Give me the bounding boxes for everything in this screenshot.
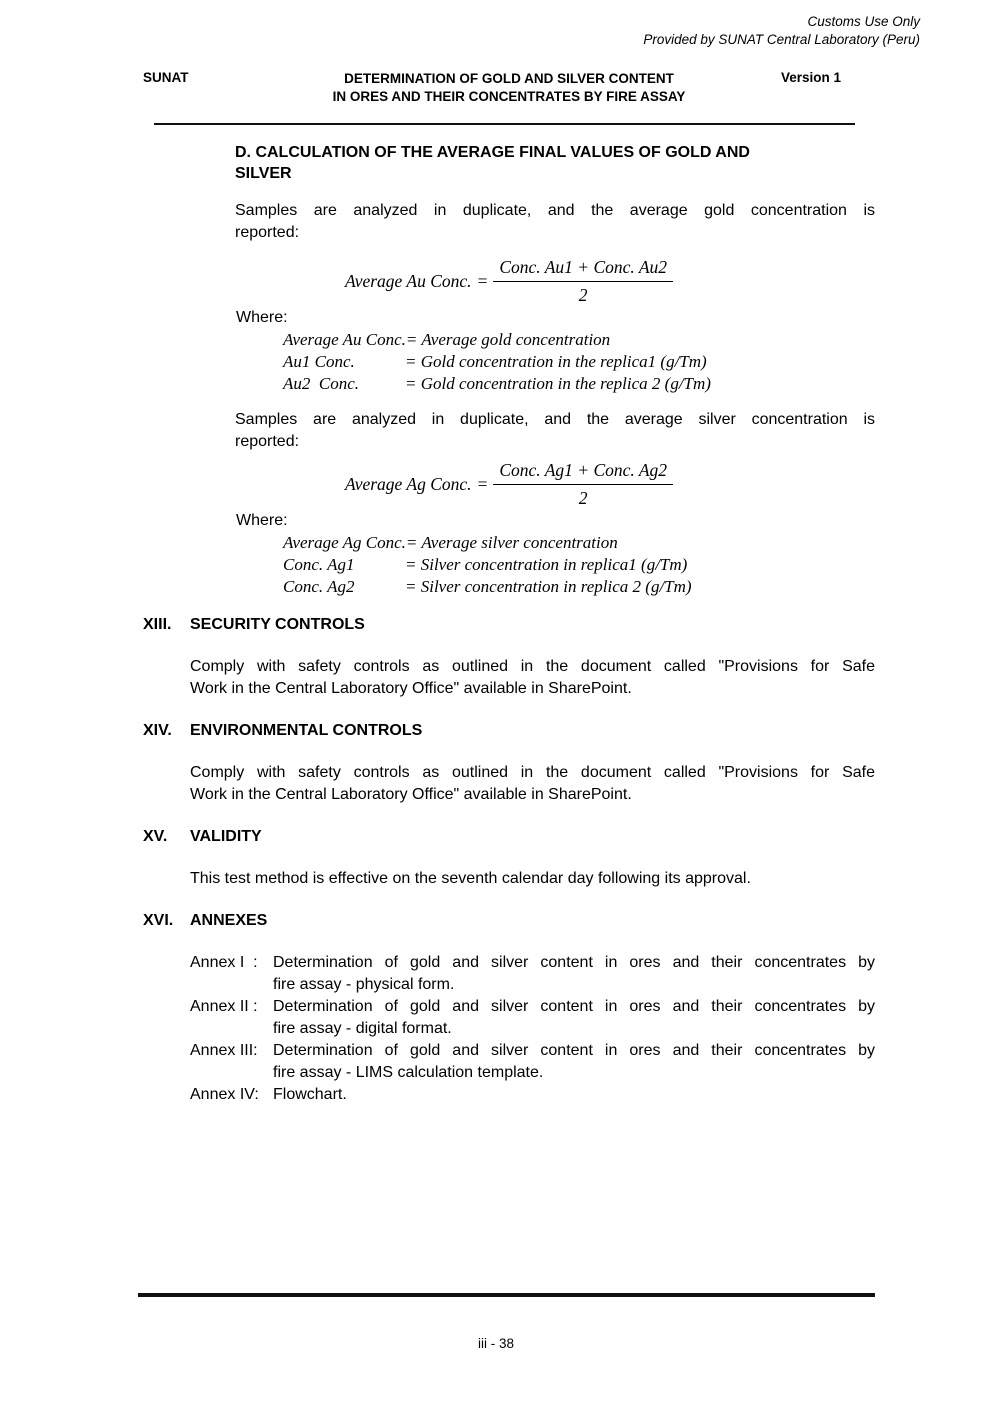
gold-definitions: [283, 329, 875, 395]
definition-text: = Silver concentration in replica 2 (g/Tm): [405, 577, 692, 596]
section-title: VALIDITY: [190, 828, 262, 845]
section-body-line1: Comply with safety controls as outlined in the document called "Provisions for Safe: [190, 764, 875, 781]
section-body-line2: Work in the Central Laboratory Office" available in SharePoint.: [190, 786, 632, 803]
page-number: iii - 38: [477, 1336, 514, 1351]
header-version: Version 1: [781, 70, 842, 85]
section-xiii-body: [190, 656, 875, 700]
customs-use-note: [643, 13, 920, 49]
definition-term: Au1 Conc.: [283, 352, 355, 371]
silver-formula-fraction: [493, 459, 673, 509]
annex-text-line1: Flowchart.: [273, 1086, 347, 1103]
silver-intro-paragraph: [235, 409, 875, 453]
customs-use-line: Customs Use Only: [807, 14, 920, 29]
annex-label: Annex II :: [190, 998, 258, 1015]
definition-term: Average Au Conc.: [283, 330, 406, 349]
header-divider: [154, 123, 855, 125]
gold-formula-fraction: [493, 256, 673, 306]
section-numeral: XIV.: [143, 722, 172, 739]
gold-intro-paragraph: [235, 200, 875, 244]
silver-formula-lhs: Average Ag Conc.: [344, 474, 472, 494]
annex-label: Annex III:: [190, 1042, 258, 1059]
gold-formula-equals: =: [476, 271, 489, 291]
annex-item: [190, 952, 875, 996]
header-title: [143, 70, 875, 105]
annex-text-line2: fire assay - physical form.: [273, 976, 455, 993]
silver-definitions: [283, 532, 875, 598]
gold-formula-denominator: 2: [578, 285, 588, 305]
silver-where-label: Where:: [236, 512, 288, 529]
definition-row: [283, 329, 875, 351]
gold-average-formula: [143, 256, 875, 306]
gold-where-label: Where:: [236, 309, 288, 326]
silver-intro-line2: reported:: [235, 433, 300, 450]
definition-text: = Gold concentration in the replica 2 (g/Tm): [405, 374, 711, 393]
annex-item: [190, 996, 875, 1040]
annex-label: Annex IV:: [190, 1086, 259, 1103]
annex-text-line2: fire assay - digital format.: [273, 1020, 452, 1037]
section-xiv-heading: [143, 720, 875, 742]
definition-row: [283, 554, 875, 576]
section-d-heading-line1: D. CALCULATION OF THE AVERAGE FINAL VALUES OF GOLD AND: [235, 144, 750, 161]
section-body-line1: This test method is effective on the seventh calendar day following its approval.: [190, 870, 751, 887]
definition-row: [283, 576, 875, 598]
definition-text: = Silver concentration in replica1 (g/Tm): [405, 555, 688, 574]
section-xiii-heading: [143, 614, 875, 636]
silver-formula-equals: =: [476, 474, 489, 494]
section-title: SECURITY CONTROLS: [190, 616, 365, 633]
definition-row: [283, 373, 875, 395]
section-d-heading: [235, 142, 875, 184]
section-body-line2: Work in the Central Laboratory Office" available in SharePoint.: [190, 680, 632, 697]
gold-formula-numerator: Conc. Au1 + Conc. Au2: [493, 256, 673, 282]
section-xiv-body: [190, 762, 875, 806]
header-title-line2: IN ORES AND THEIR CONCENTRATES BY FIRE ASSAY: [332, 88, 686, 104]
definition-term: Average Ag Conc.: [283, 533, 406, 552]
annex-text-line1: Determination of gold and silver content in ores and their concentrates by: [273, 1042, 875, 1059]
section-xvi-heading: [143, 910, 875, 932]
header-title-line1: DETERMINATION OF GOLD AND SILVER CONTENT: [344, 71, 674, 86]
section-xv-heading: [143, 826, 875, 848]
gold-formula-lhs: Average Au Conc.: [344, 271, 472, 291]
annex-item: [190, 1040, 875, 1084]
gold-intro-line1: Samples are analyzed in duplicate, and the average gold concentration is: [235, 202, 875, 219]
document-content: [143, 142, 875, 1106]
section-title: ENVIRONMENTAL CONTROLS: [190, 722, 423, 739]
definition-term: Conc. Ag2: [283, 577, 355, 596]
section-numeral: XVI.: [143, 912, 174, 929]
silver-formula-numerator: Conc. Ag1 + Conc. Ag2: [493, 459, 673, 485]
annex-label: Annex I :: [190, 954, 258, 971]
section-d-heading-line2: SILVER: [235, 165, 292, 182]
definition-term: Au2 Conc.: [283, 374, 360, 393]
section-numeral: XIII.: [143, 616, 172, 633]
annex-text-line1: Determination of gold and silver content in ores and their concentrates by: [273, 998, 875, 1015]
provided-by-line: Provided by SUNAT Central Laboratory (Peru): [643, 32, 920, 47]
definition-text: = Average gold concentration: [405, 330, 611, 349]
header-org: SUNAT: [143, 70, 189, 85]
section-body-line1: Comply with safety controls as outlined in the document called "Provisions for Safe: [190, 658, 875, 675]
definition-row: [283, 532, 875, 554]
annex-text-line2: fire assay - LIMS calculation template.: [273, 1064, 544, 1081]
gold-intro-line2: reported:: [235, 224, 300, 241]
annex-text-line1: Determination of gold and silver content in ores and their concentrates by: [273, 954, 875, 971]
footer-divider: [138, 1293, 875, 1297]
section-xv-body: [190, 868, 875, 890]
silver-average-formula: [143, 459, 875, 509]
definition-text: = Gold concentration in the replica1 (g/Tm): [405, 352, 707, 371]
definition-row: [283, 351, 875, 373]
annex-list: [190, 952, 875, 1106]
definition-term: Conc. Ag1: [283, 555, 355, 574]
section-title: ANNEXES: [190, 912, 268, 929]
silver-intro-line1: Samples are analyzed in duplicate, and the average silver concentration is: [235, 411, 875, 428]
silver-formula-denominator: 2: [578, 488, 588, 508]
annex-item: [190, 1084, 875, 1106]
definition-text: = Average silver concentration: [405, 533, 618, 552]
section-numeral: XV.: [143, 828, 168, 845]
